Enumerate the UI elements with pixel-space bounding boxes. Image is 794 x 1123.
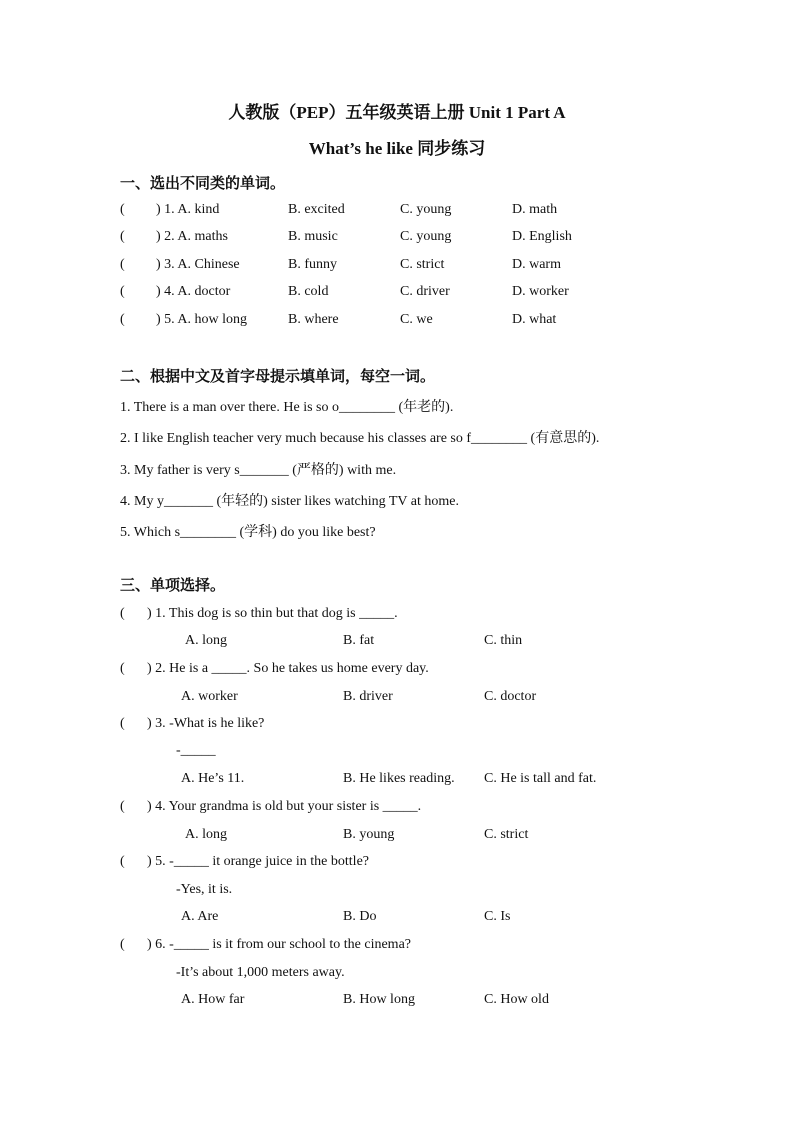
answer-bracket: ( [120,257,125,272]
option-c: C. we [400,312,433,327]
answer-bracket: ( [120,661,125,676]
fill-blank-item: 5. Which s________ (学科) do you like best? [120,525,376,540]
section3-heading: 三、单项选择。 [120,578,226,594]
section1-heading: 一、选出不同类的单词。 [120,176,286,192]
answer-bracket: ( [120,854,125,869]
answer-bracket: ( [120,716,125,731]
question-option-a: ) 3. A. Chinese [156,257,240,272]
question-text: ) 4. Your grandma is old but your sister is _____. [147,799,422,814]
fill-blank-item: 3. My father is very s_______ (严格的) with me. [120,463,397,478]
option-b: B. How long [343,992,415,1007]
answer-bracket: ( [120,799,125,814]
option-b: B. driver [343,689,393,704]
option-c: C. How old [484,992,549,1007]
option-b: B. He likes reading. [343,771,455,786]
answer-bracket: ( [120,284,125,299]
option-c: C. strict [400,257,445,272]
option-b: B. cold [288,284,329,299]
page-subtitle: What’s he like 同步练习 [308,139,486,158]
option-c: C. doctor [484,689,537,704]
answer-bracket: ( [120,312,125,327]
question-option-a: ) 2. A. maths [156,229,228,244]
answer-bracket: ( [120,229,125,244]
question-text: ) 6. -_____ is it from our school to the cinema? [147,937,411,952]
question-option-a: ) 1. A. kind [156,202,220,217]
question-text: ) 3. -What is he like? [147,716,265,731]
option-c: C. young [400,202,452,217]
question-text: ) 5. -_____ it orange juice in the bottle? [147,854,369,869]
option-b: B. Do [343,909,377,924]
answer-bracket: ( [120,202,125,217]
option-b: B. where [288,312,339,327]
page-title: 人教版（PEP）五年级英语上册 Unit 1 Part A [228,103,566,122]
option-c: C. He is tall and fat. [484,771,597,786]
option-c: C. young [400,229,452,244]
option-d: D. what [512,312,557,327]
option-c: C. thin [484,633,523,648]
option-c: C. driver [400,284,450,299]
option-a: A. worker [181,689,238,704]
option-a: A. He’s 11. [181,771,245,786]
fill-blank-item: 1. There is a man over there. He is so o________ (年老的). [120,400,454,415]
option-a: A. Are [181,909,219,924]
option-a: A. How far [181,992,245,1007]
option-d: D. warm [512,257,561,272]
fill-blank-item: 4. My y_______ (年轻的) sister likes watching TV at home. [120,494,459,509]
option-b: B. young [343,827,395,842]
option-b: B. excited [288,202,345,217]
option-d: D. English [512,229,572,244]
option-b: B. music [288,229,338,244]
section2-heading: 二、根据中文及首字母提示填单词，每空一词。 [120,369,436,385]
option-d: D. math [512,202,558,217]
question-text: ) 2. He is a _____. So he takes us home every day. [147,661,429,676]
option-d: D. worker [512,284,569,299]
option-b: B. fat [343,633,375,648]
question-text: ) 1. This dog is so thin but that dog is _____. [147,606,398,621]
option-c: C. strict [484,827,529,842]
answer-bracket: ( [120,606,125,621]
option-a: A. long [185,827,227,842]
answer-bracket: ( [120,937,125,952]
fill-blank-item: 2. I like English teacher very much because his classes are so f________ (有意思的). [120,431,600,446]
option-b: B. funny [288,257,337,272]
dialogue-line: -It’s about 1,000 meters away. [176,965,345,980]
dialogue-line: -_____ [176,743,216,758]
question-option-a: ) 4. A. doctor [156,284,231,299]
dialogue-line: -Yes, it is. [176,882,233,897]
option-c: C. Is [484,909,511,924]
question-option-a: ) 5. A. how long [156,312,247,327]
option-a: A. long [185,633,227,648]
